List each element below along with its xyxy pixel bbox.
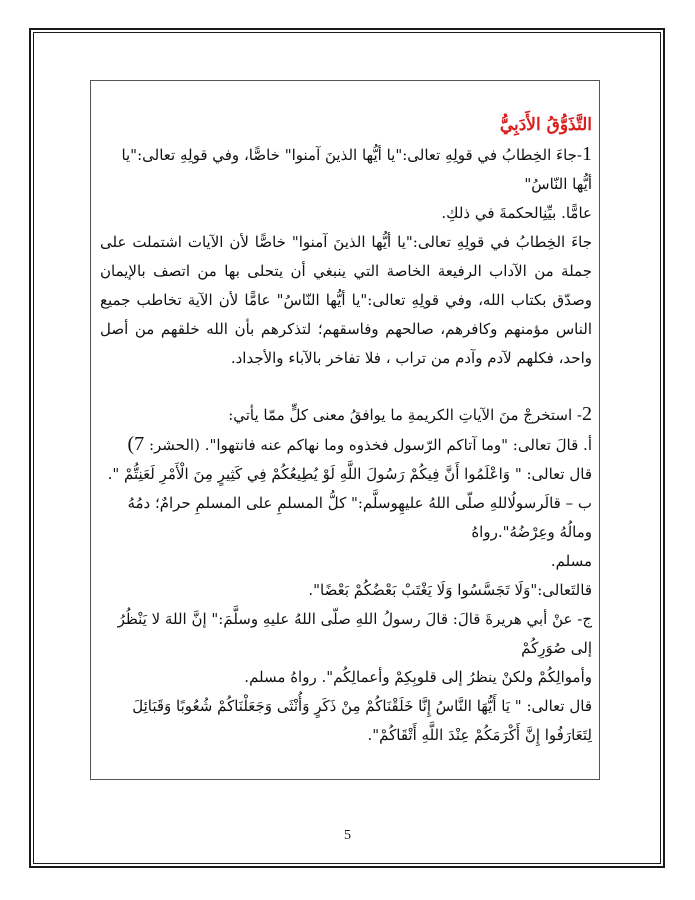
question-1-text: -جاءَ الخِطابُ في قولِهِ تعالى:"يا أيُّها الذينَ آمنوا" خاصًّا، وفي قولِهِ تعالى:"يا أيُّها النّاسُ" bbox=[121, 146, 592, 193]
question-1-line-2: عامًّا. بيِّنِالحكمةَ في ذلكِ. bbox=[441, 204, 592, 222]
item-b-line-2: مسلم. bbox=[550, 552, 592, 570]
item-b-answer: قالتَعالى:"وَلَا تَجَسَّسُوا وَلَا يَغْتَبْ بَعْضُكُمْ بَعْضًا". bbox=[308, 581, 592, 599]
item-a-reference: 7) bbox=[127, 433, 145, 455]
question-1-number: 1 bbox=[582, 143, 592, 165]
item-c-answer: قال تعالى: " يَا أَيُّهَا النَّاسُ إِنَّا خَلَقْنَاكُمْ مِنْ ذَكَرٍ وَأُنْثَى وَجَعَلْنَاكُمْ شُعُوبًا وَقَبَائِلَ bbox=[132, 697, 592, 715]
section-title: التَّذَوُّقُ الأَدَبِيُّ bbox=[499, 115, 592, 135]
page-number: 5 bbox=[344, 828, 351, 843]
item-a-text: أ. قالَ تعالى: "وما آتاكم الرّسول فخذوه وما نهاكم عنه فانتهوا". (الحشر: bbox=[148, 436, 592, 454]
question-1-line-1 bbox=[100, 140, 592, 199]
item-c-line-2: وأموالِكُمْ ولكنْ ينظرُ إلى قلوبِكِمْ وأعمالِكُم". رواهُ مسلم. bbox=[244, 668, 592, 686]
item-a-answer: قال تعالى: " وَاعْلَمُوا أَنَّ فِيكُمْ رَسُولَ اللَّهِ لَوْ يُطِيعُكُمْ فِي كَثِيرٍ مِنَ الْأَمْرِ لَعَنِتُّمْ ". bbox=[107, 465, 592, 483]
question-2-text: - استخرجْ منَ الآياتِ الكريمةِ ما يوافقُ معنى كلٍّ ممّا يأتي: bbox=[228, 406, 582, 424]
question-2-number: 2 bbox=[582, 403, 592, 425]
item-c: ج- عنْ أبي هريرةَ قالَ: قالَ رسولُ اللهِ صلّى اللهُ عليهِ وسلَّمَ:" إنَّ اللهَ لا يَنْظُرُ إلى صُوَرِكُمْ bbox=[117, 610, 592, 657]
item-c-answer-line-2: لِتَعَارَفُوا إِنَّ أَكْرَمَكُمْ عِنْدَ اللَّهِ أَتْقَاكُمْ". bbox=[367, 726, 592, 744]
item-b: ب – قالَرسولُاللهِ صلّى اللهُ عليهِوسلَّم:" كلُّ المسلمِ على المسلمِ حرامٌ؛ دمُهُ ومالُهُ وعِرْضُهُ".رواهُ bbox=[127, 494, 592, 541]
question-1-answer: جاءَ الخِطابُ في قولِهِ تعالى:"يا أيُّها الذينَ آمنوا" خاصًّا لأن الآيات اشتملت على جملة من الآداب الرفيعة الخاصة التي ينبغي أن يتحلى بها من اتصف بالإيمان وصدّق بكتاب الله، وفي قولِهِ تعالى:"يا أيُّها النّاسُ" عامًّا لأن الآية تخاطب جميع الناس مؤمنهم وكافرهم، صالحهم وفاسقهم؛ لتذكرهم بأن الله خلقهم من أصل واحد، فكلهم لآدم وآدم من تراب ، فلا تفاخر بالآباء والأجداد. bbox=[100, 233, 592, 367]
document-body bbox=[100, 110, 592, 750]
spacer bbox=[100, 373, 592, 400]
question-2-line bbox=[100, 400, 592, 430]
item-a bbox=[100, 430, 592, 460]
